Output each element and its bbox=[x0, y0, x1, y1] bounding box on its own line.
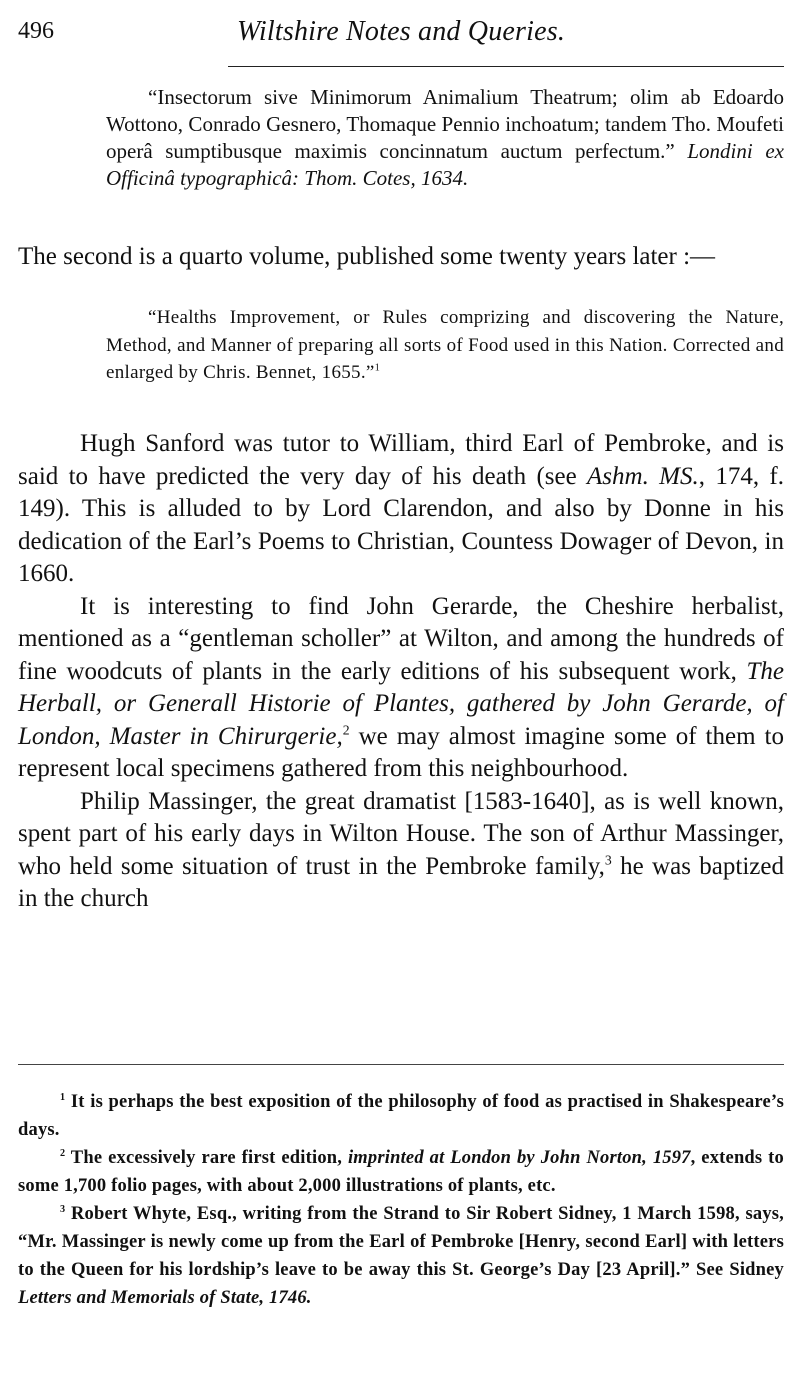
running-title: Wiltshire Notes and Queries. bbox=[236, 16, 566, 47]
block-quote-health bbox=[106, 304, 784, 387]
footnote-2-text-b: , extends to some 1,700 folio pages, with about 2,000 illustrations of plants, etc. bbox=[18, 1148, 784, 1196]
footnote-3-number: 3 bbox=[60, 1203, 66, 1215]
paragraph-sanford-text-b: , 174, f. 149). This is alluded to by Lord Clarendon, and also by Donne in his dedication of the Earl’s Poems to Christian, Countess Dowager of Devon, in 1660. bbox=[18, 462, 784, 587]
footnote-1 bbox=[18, 1088, 784, 1144]
paragraph-gerarde bbox=[18, 591, 784, 786]
header-rule bbox=[228, 66, 784, 67]
herball-title: The Herball, or Generall Historie of Plantes, gathered by John Gerarde, of London, Master in Chirurgerie, bbox=[18, 657, 784, 750]
lead-text: The second is a quarto volume, published some twenty years later :— bbox=[18, 243, 716, 270]
footnote-ref-2: 2 bbox=[342, 722, 350, 738]
footnote-1-number: 1 bbox=[60, 1091, 66, 1103]
paragraph-gerarde-text-a: It is interesting to find John Gerarde, the Cheshire herbalist, mentioned as a “gentleman scholler” at Wilton, and among the hundreds of fine woodcuts of plants in the early editions of his subsequent work, bbox=[18, 592, 784, 685]
page-header bbox=[18, 10, 784, 50]
paragraph-massinger-text-a: Philip Massinger, the great dramatist [1583-1640], as is well known, spent part of his early days in Wilton House. The son of Arthur Massinger, who held some situation of trust in the Pembroke family, bbox=[18, 787, 784, 880]
quote-health-text: “Healths Improvement, or Rules comprizing and discovering the Nature, Method, and Manner of preparing all sorts of Food used in this Nation. Corrected and enlarged by Chris. Bennet, 1655.” bbox=[106, 307, 784, 383]
paragraph-massinger bbox=[18, 786, 784, 916]
page-number: 496 bbox=[18, 18, 54, 44]
footnote-2-imprint: imprinted at London by John Norton, 1597 bbox=[347, 1148, 691, 1168]
footnote-3-title: Letters and Memorials of State, 1746. bbox=[18, 1288, 312, 1308]
ashm-ms-reference: Ashm. MS. bbox=[587, 462, 699, 490]
main-text bbox=[18, 428, 784, 916]
paragraph-massinger-text-b: he was baptized in the church bbox=[18, 852, 784, 912]
paragraph-sanford-text-a: Hugh Sanford was tutor to William, third Earl of Pembroke, and is said to have predicted the very day of his death (see bbox=[18, 430, 784, 490]
footnote-ref-1: 1 bbox=[374, 362, 381, 374]
paragraph-sanford bbox=[18, 428, 784, 591]
quote-moufet-imprint: Londini ex Officinâ typographicâ: Thom. Cotes, 1634. bbox=[106, 139, 784, 190]
footnote-3 bbox=[18, 1200, 784, 1312]
footnote-ref-3: 3 bbox=[604, 852, 612, 868]
lead-paragraph bbox=[18, 240, 784, 273]
block-quote-moufet bbox=[106, 84, 784, 192]
footnote-1-text: It is perhaps the best exposition of the philosophy of food as practised in Shakespeare’s days. bbox=[18, 1092, 784, 1140]
footnote-2-text-a: The excessively rare first edition, bbox=[65, 1148, 348, 1168]
footnote-2 bbox=[18, 1144, 784, 1200]
paragraph-gerarde-text-b: we may almost imagine some of them to represent local specimens gathered from this neighbourhood. bbox=[18, 722, 784, 782]
footnote-2-number: 2 bbox=[60, 1147, 66, 1159]
footnotes bbox=[18, 1088, 784, 1312]
quote-moufet-text: “Insectorum sive Minimorum Animalium Theatrum; olim ab Edoardo Wottono, Conrado Gesnero, Thomaque Pennio inchoatum; tandem Tho. Moufeti operâ sumptibusque maximis concinnatum auctum perfectum.” bbox=[106, 85, 784, 163]
footnote-rule bbox=[18, 1064, 784, 1065]
footnote-3-text-a: Robert Whyte, Esq., writing from the Strand to Sir Robert Sidney, 1 March 1598, says, “Mr. Massinger is newly come up from the Earl of Pembroke [Henry, second Earl] with letters to the Queen for his lordship’s leave to be away this St. George’s Day [23 April].” See Sidney bbox=[18, 1204, 784, 1280]
